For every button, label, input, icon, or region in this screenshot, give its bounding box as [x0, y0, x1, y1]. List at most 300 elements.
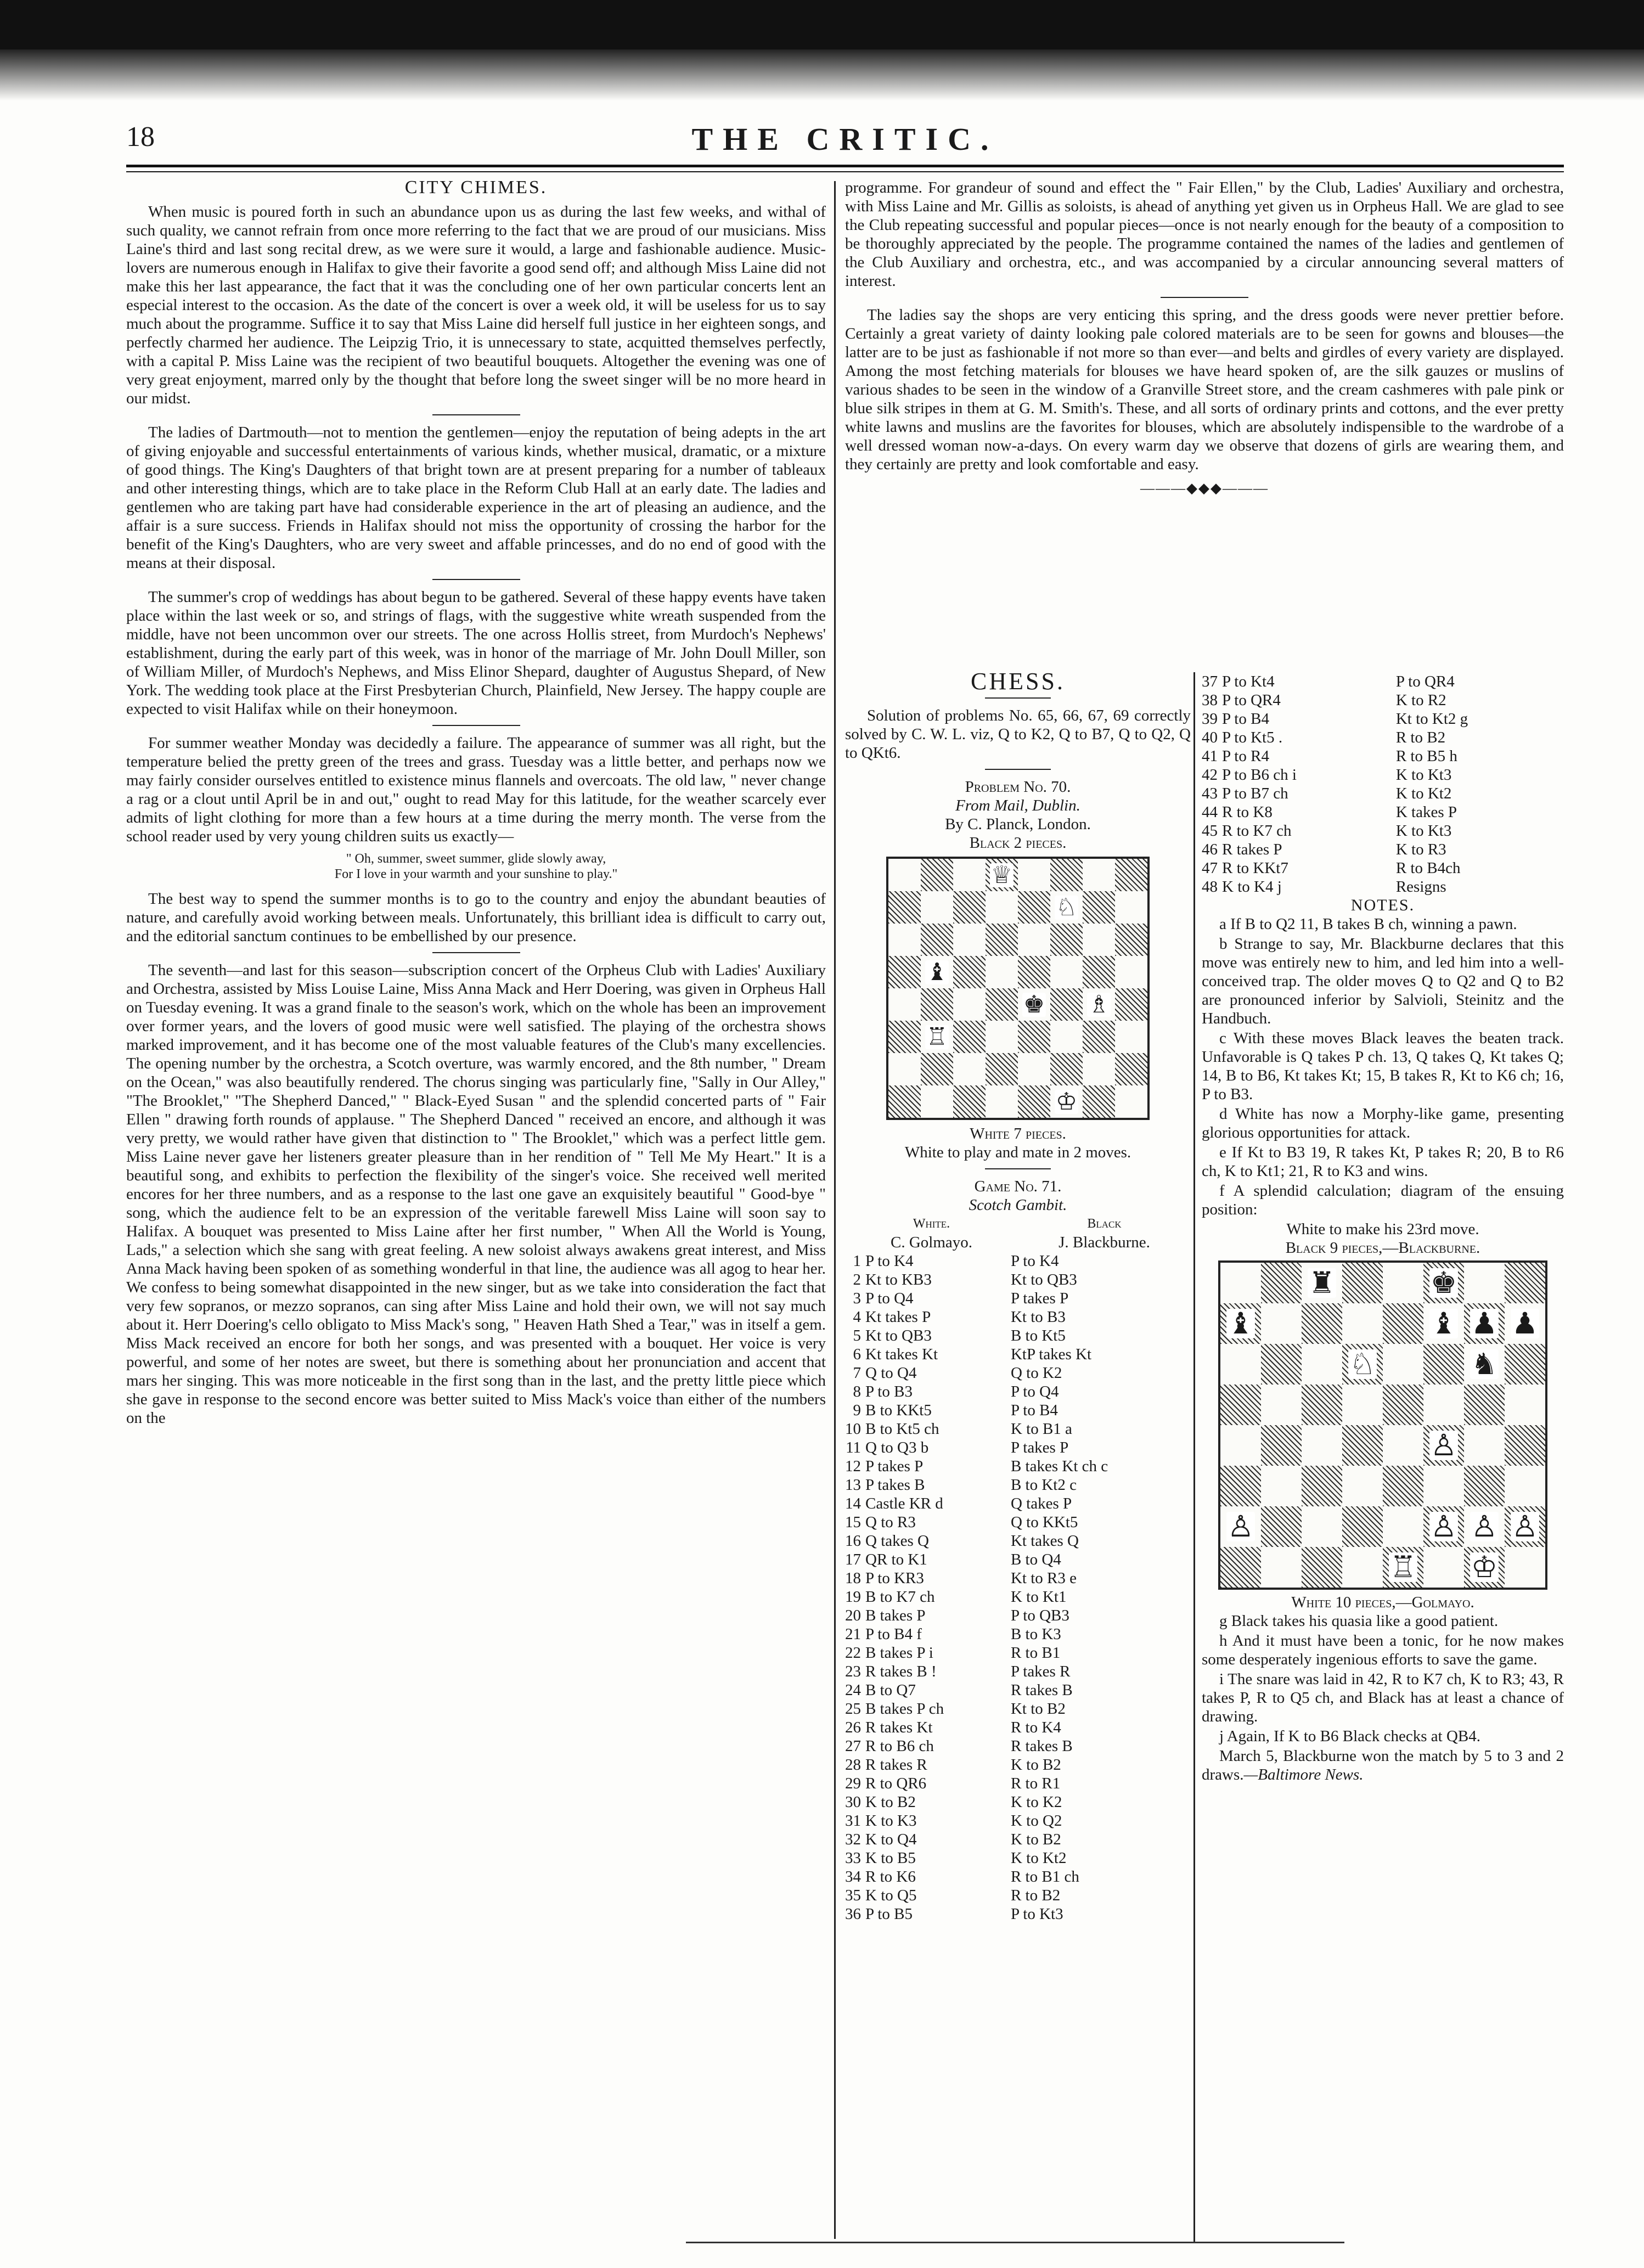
- black-move: R to B1: [1010, 1644, 1061, 1662]
- article-paragraph: programme. For grandeur of sound and effect the " Fair Ellen," by the Club, Ladies' Auxiliary and orchestra, with Miss Laine and Mr. Gillis as soloists, is ahead of anything yet given us in Orpheus Hall. We are glad to see the Club repeating successful and popular pieces—once is not nearly enough for the beauty of a composition to be thoroughly appreciated by the people. The programme contained the names of the ladies and gentlemen of the Club Auxiliary and orchestra, etc., and was accompanied by a circular announcing several matters of interest.: [845, 179, 1564, 290]
- board-square: [1342, 1466, 1383, 1506]
- white-move: R to B6 ch: [865, 1737, 934, 1755]
- board-square: [1050, 1085, 1083, 1118]
- board-square: [1383, 1506, 1423, 1547]
- move-number: 41: [1202, 747, 1218, 765]
- board-square: [1050, 1021, 1083, 1053]
- poem-quote: [126, 851, 826, 882]
- black-move: R takes B: [1010, 1681, 1073, 1699]
- section-divider: [432, 725, 520, 726]
- board-square: [1115, 1021, 1147, 1053]
- board-square: [1083, 1053, 1115, 1085]
- board-square: [1018, 891, 1050, 924]
- board-square: [1342, 1547, 1383, 1588]
- move-row: [845, 1625, 1191, 1644]
- board-square: [1302, 1425, 1342, 1466]
- board-square: [1464, 1303, 1505, 1344]
- black-move: P to K4: [1010, 1252, 1059, 1270]
- move-number: 12: [845, 1457, 861, 1475]
- board-square: [953, 859, 986, 891]
- white-move: Q takes Q: [865, 1532, 929, 1550]
- board-square: [888, 924, 921, 956]
- chess-piece-icon: ♞: [1471, 1347, 1498, 1381]
- section-divider: [985, 697, 1051, 699]
- chess-piece-icon: ♝: [1430, 1306, 1457, 1341]
- move-number: 44: [1202, 803, 1218, 821]
- move-number: 31: [845, 1812, 861, 1830]
- move-number: 35: [845, 1887, 861, 1904]
- chess-piece-icon: ♙: [1471, 1509, 1498, 1544]
- white-move: R to K7 ch: [1222, 822, 1292, 840]
- move-row: [845, 1382, 1191, 1401]
- board-square: [1050, 988, 1083, 1021]
- board-square: [1115, 988, 1147, 1021]
- board-square: [1050, 1053, 1083, 1085]
- board-square: [1423, 1303, 1464, 1344]
- board-square: [1018, 988, 1050, 1021]
- chess-piece-icon: ♖: [926, 1022, 948, 1051]
- black-move: B to Kt2 c: [1010, 1476, 1077, 1494]
- article-paragraph: The ladies say the shops are very enticing this spring, and the dress goods were never prettier before. Certainly a great variety of dainty looking pale colored materials are to be seen for gowns and blouses—the latter are to be just as fashionable if not more so than ever—and belts and girdles of every variety are displayed. Among the most fetching materials for blouses we have heard spoken of, are the silk gauzes or muslins of various shades to be seen in the window of a Granville Street store, and the cream cashmeres with pale pink or blue silk stripes in them at G. M. Smith's. These, and all sorts of ordinary prints and cottons, and the ever pretty white lawns and muslins are the favorites for blouses, which are absolutely indispensible to the wardrobe of a well dressed woman now-a-days. On every warm day we observe that dozens of girls are wearing them, and they certainly are pretty and look comfortable and easy.: [845, 306, 1564, 473]
- move-row: [845, 1252, 1191, 1270]
- white-move: Q to Q3 b: [865, 1439, 929, 1456]
- white-move: R takes B !: [865, 1663, 937, 1680]
- white-move: P takes P: [865, 1457, 924, 1475]
- move-row: [845, 1401, 1191, 1420]
- move-number: 20: [845, 1607, 861, 1624]
- white-move: P to B5: [865, 1905, 913, 1923]
- board-square: [1302, 1263, 1342, 1303]
- section-divider: [432, 952, 520, 953]
- board-square: [1115, 924, 1147, 956]
- board-square: [1342, 1425, 1383, 1466]
- board-square: [986, 891, 1018, 924]
- moves-table-2: [1202, 672, 1564, 896]
- chess-piece-icon: ♙: [1430, 1509, 1457, 1544]
- move-number: 25: [845, 1700, 861, 1718]
- chess-column-1: [845, 672, 1191, 2242]
- move-number: 24: [845, 1681, 861, 1699]
- black-move: R to B5 h: [1395, 747, 1457, 765]
- move-row: [1202, 784, 1564, 803]
- move-row: [1202, 766, 1564, 784]
- move-number: 14: [845, 1495, 861, 1512]
- board-square: [1423, 1425, 1464, 1466]
- black-move: K to Kt3: [1395, 766, 1452, 784]
- black-move: K to Kt2: [1010, 1849, 1067, 1867]
- move-number: 27: [845, 1737, 861, 1755]
- white-move: K to Q4: [865, 1831, 917, 1848]
- black-move: P to Kt3: [1010, 1905, 1063, 1923]
- black-move: R to B4ch: [1395, 859, 1461, 877]
- white-label: White.: [913, 1217, 950, 1231]
- board-square: [1083, 1085, 1115, 1118]
- white-move: B to KKt5: [865, 1402, 932, 1419]
- board-square: [1050, 924, 1083, 956]
- board-square: [1115, 891, 1147, 924]
- board-square: [1423, 1385, 1464, 1425]
- white-move: P to Kt5 .: [1222, 729, 1283, 746]
- page-header: [126, 121, 1564, 159]
- white-move: B to Kt5 ch: [865, 1420, 939, 1438]
- move-row: [845, 1905, 1191, 1923]
- move-row: [1202, 747, 1564, 766]
- board-square: [888, 891, 921, 924]
- board-square: [1383, 1547, 1423, 1588]
- board-square: [1342, 1506, 1383, 1547]
- board-square: [953, 956, 986, 988]
- move-number: 34: [845, 1868, 861, 1886]
- board-square: [1261, 1547, 1302, 1588]
- white-move: P to Kt4: [1222, 673, 1275, 690]
- board-square: [1220, 1506, 1261, 1547]
- section-divider: [1161, 297, 1248, 298]
- board-square: [1115, 859, 1147, 891]
- poem-line: For I love in your warmth and your sunshine to play.": [334, 867, 618, 881]
- board-square: [921, 988, 953, 1021]
- board-square: [921, 891, 953, 924]
- chess-piece-icon: ♚: [1023, 990, 1045, 1018]
- match-result: [1202, 1747, 1564, 1784]
- chess-piece-icon: ♕: [990, 860, 1013, 889]
- board-square: [1342, 1344, 1383, 1385]
- move-number: 42: [1202, 766, 1218, 784]
- article-paragraph: When music is poured forth in such an abundance upon us as during the last few weeks, and withal of such quality, we cannot refrain from once more referring to the fact that we are proud of our musicians. Miss Laine's third and last song recital drew, as we were sure it would, a large and fashionable audience. Music-lovers are numerous enough in Halifax to give their favorite a good send off; and although Miss Laine did not make this her last appearance, the fact that it was the concluding one of her own particular concerts lent an especial interest to the occasion. As the date of the concert is over a week old, it will be useless for us to say much about the programme. Suffice it to say that Miss Laine did herself full justice in her eighteen songs, and perfectly charmed her audience. The Leipzig Trio, it is unnecessary to state, acquitted themselves perfectly, with a capital P. Miss Laine was the recipient of two beautiful bouquets. Altogether the evening was one of very great enjoyment, marred only by the thought that before long the sweet singer will be no more heard in our midst.: [126, 203, 826, 407]
- move-row: [845, 1494, 1191, 1513]
- move-row: [1202, 877, 1564, 896]
- move-number: 22: [845, 1644, 861, 1662]
- move-row: [845, 1774, 1191, 1793]
- move-row: [1202, 803, 1564, 821]
- board-square: [921, 1085, 953, 1118]
- black-move: Kt to Kt2 g: [1395, 710, 1468, 728]
- note-item: i The snare was laid in 42, R to K7 ch, K to R3; 43, R takes P, R to Q5 ch, and Black has at least a chance of drawing.: [1202, 1670, 1564, 1725]
- black-move: B to K3: [1010, 1625, 1061, 1643]
- white-move: Kt takes Kt: [865, 1346, 938, 1363]
- board-square: [1383, 1385, 1423, 1425]
- board-square: [1018, 956, 1050, 988]
- move-number: 23: [845, 1663, 861, 1680]
- white-move: K to B5: [865, 1849, 916, 1867]
- chess-piece-icon: ♙: [1511, 1509, 1539, 1544]
- article-paragraph: The summer's crop of weddings has about begun to be gathered. Several of these happy events have taken place within the last week or so, and strings of flags, with the suggestive white wreath suspended from the middle, have not been uncommon over our streets. The one across Hollis street, from Murdoch's Nephews' establishment, during the early part of this week, was in honor of the marriage of Mr. John Doull Miller, son of William Miller, of Murdoch's Nephews, and Miss Elinor Shepard, daughter of Augustus Shepard, of New York. The wedding took place at the First Presbyterian Church, Plainfield, New Jersey. The happy couple are expected to visit Halifax while on their honeymoon.: [126, 588, 826, 718]
- move-number: 32: [845, 1831, 861, 1848]
- board-square: [1115, 956, 1147, 988]
- black-move: K to Q2: [1010, 1812, 1062, 1830]
- move-row: [845, 1420, 1191, 1438]
- white-move: B takes P i: [865, 1644, 933, 1662]
- board-square: [1423, 1466, 1464, 1506]
- board-square: [1423, 1506, 1464, 1547]
- white-move: P takes B: [865, 1476, 925, 1494]
- white-move: P to B4: [1222, 710, 1269, 728]
- move-number: 17: [845, 1551, 861, 1568]
- black-move: Kt to B3: [1010, 1308, 1066, 1326]
- board-square: [953, 1053, 986, 1085]
- chess-piece-icon: ♝: [926, 958, 948, 986]
- board-square: [986, 1085, 1018, 1118]
- board-square: [1464, 1385, 1505, 1425]
- move-number: 10: [845, 1420, 861, 1438]
- column-rule: [834, 181, 836, 2239]
- move-row: [845, 1326, 1191, 1345]
- match-result-text: March 5, Blackburne won the match by 5 to 3 and 2 draws.: [1202, 1747, 1564, 1783]
- black-player: J. Blackburne.: [1059, 1234, 1150, 1251]
- chess-piece-icon: ♙: [1227, 1509, 1254, 1544]
- white-move: R takes R: [865, 1756, 927, 1774]
- board-square: [1464, 1466, 1505, 1506]
- diagram-black-caption: Black 9 pieces,—Blackburne.: [1285, 1239, 1480, 1257]
- board-square: [1383, 1466, 1423, 1506]
- bottom-rule: [686, 2242, 1344, 2243]
- move-row: [845, 1270, 1191, 1289]
- white-move: Kt to KB3: [865, 1271, 932, 1288]
- board-square: [1220, 1466, 1261, 1506]
- move-number: 30: [845, 1793, 861, 1811]
- move-number: 39: [1202, 710, 1218, 728]
- board-square: [888, 1085, 921, 1118]
- board-square: [986, 1021, 1018, 1053]
- board-square: [1383, 1303, 1423, 1344]
- board-square: [1505, 1263, 1545, 1303]
- black-move: B to Q4: [1010, 1551, 1061, 1568]
- white-move: Castle KR d: [865, 1495, 943, 1512]
- board-square: [1018, 1021, 1050, 1053]
- move-number: 15: [845, 1513, 861, 1531]
- board-square: [921, 859, 953, 891]
- black-move: R takes B: [1010, 1737, 1073, 1755]
- move-number: 16: [845, 1532, 861, 1550]
- black-move: K to Kt1: [1010, 1588, 1067, 1606]
- board-square: [1261, 1344, 1302, 1385]
- move-number: 2: [853, 1271, 861, 1288]
- chess-piece-icon: ♜: [1308, 1265, 1336, 1300]
- column-rule: [1193, 672, 1195, 2242]
- section-divider: [985, 769, 1051, 770]
- move-row: [845, 1457, 1191, 1476]
- white-move: P to QR4: [1222, 691, 1281, 709]
- move-number: 33: [845, 1849, 861, 1867]
- board-square: [1083, 891, 1115, 924]
- move-row: [845, 1886, 1191, 1905]
- note-item: c With these moves Black leaves the beaten track. Unfavorable is Q takes P ch. 13, Q takes Q, Kt takes Q; 14, B to B6, Kt takes Kt; 15, B takes R, Kt to K6 ch; 16, P to B3.: [1202, 1029, 1564, 1103]
- board-square: [1018, 924, 1050, 956]
- board-square: [1342, 1385, 1383, 1425]
- board-square: [1302, 1506, 1342, 1547]
- problem-black-count: Black 2 pieces.: [969, 834, 1067, 852]
- move-number: 47: [1202, 859, 1218, 877]
- move-number: 43: [1202, 785, 1218, 802]
- board-square: [1423, 1547, 1464, 1588]
- board-square: [1115, 1085, 1147, 1118]
- problem-title: Problem No. 70.: [965, 778, 1071, 796]
- black-move: B to Kt5: [1010, 1327, 1066, 1344]
- white-player: C. Golmayo.: [890, 1234, 973, 1251]
- board-square: [953, 891, 986, 924]
- note-item: j Again, If K to B6 Black checks at QB4.: [1219, 1727, 1480, 1745]
- scan-top-border: [0, 0, 1644, 49]
- note-item: g Black takes his quasia like a good patient.: [1219, 1612, 1499, 1630]
- move-row: [845, 1811, 1191, 1830]
- white-move: QR to K1: [865, 1551, 927, 1568]
- move-row: [1202, 710, 1564, 728]
- move-row: [845, 1718, 1191, 1737]
- problem-task: White to play and mate in 2 moves.: [904, 1144, 1131, 1161]
- black-move: Q to KKt5: [1010, 1513, 1078, 1531]
- move-row: [1202, 840, 1564, 859]
- white-move: Kt takes P: [865, 1308, 931, 1326]
- move-row: [845, 1345, 1191, 1364]
- note-item: b Strange to say, Mr. Blackburne declares that this move was entirely new to him, and led him into a well-conceived trap. The older moves Q to Q2 and Q to B2 are pronounced inferior by Salvioli, Steinitz and the Handbuch.: [1202, 935, 1564, 1027]
- board-square: [921, 956, 953, 988]
- board-square: [888, 1021, 921, 1053]
- section-divider: [432, 579, 520, 580]
- move-row: [845, 1681, 1191, 1699]
- board-square: [1050, 859, 1083, 891]
- black-move: P takes P: [1010, 1439, 1069, 1456]
- move-row: [845, 1532, 1191, 1550]
- move-row: [845, 1289, 1191, 1308]
- black-move: R to K4: [1010, 1719, 1061, 1736]
- move-row: [845, 1550, 1191, 1569]
- white-move: P to K4: [865, 1252, 914, 1270]
- move-row: [1202, 821, 1564, 840]
- black-move: R to B2: [1010, 1887, 1061, 1904]
- black-move: Q takes P: [1010, 1495, 1072, 1512]
- black-move: R to R1: [1010, 1775, 1061, 1792]
- board-square: [1505, 1506, 1545, 1547]
- article-paragraph: The ladies of Dartmouth—not to mention the gentlemen—enjoy the reputation of being adepts in the art of giving enjoyable and successful entertainments of various kinds, whether musical, dramatic, or a mixture of good things. The King's Daughters of that bright town are at present preparing for a number of tableaux and other interesting things, which are to take place in the Reform Club Hall at an early date. The ladies and gentlemen who are taking part have had considerable experience in the art of pleasing an audience, and the affair is a sure success. Friends in Halifax should not miss the opportunity of crossing the harbor for the benefit of the King's Daughters, who are very sweet and affable princesses, and do no end of good with the means at their disposal.: [126, 424, 826, 572]
- white-move: P to B7 ch: [1222, 785, 1288, 802]
- problem-white-count: White 7 pieces.: [970, 1125, 1066, 1143]
- board-square: [1115, 1053, 1147, 1085]
- white-move: P to Q4: [865, 1290, 914, 1307]
- board-square: [1505, 1547, 1545, 1588]
- black-move: K to B2: [1010, 1831, 1061, 1848]
- board-square: [1302, 1547, 1342, 1588]
- white-move: P to R4: [1222, 747, 1269, 765]
- board-square: [1018, 859, 1050, 891]
- move-row: [845, 1364, 1191, 1382]
- board-square: [1220, 1344, 1261, 1385]
- white-move: K to K4 j: [1222, 878, 1282, 896]
- article-paragraph: The best way to spend the summer months is to go to the country and enjoy the abundant beauties of nature, and carefully avoid working between meals. Unfortunately, this brilliant idea is difficult to carry out, and the editorial sanctum continues to be embellished by our presence.: [126, 890, 826, 945]
- white-move: Q to Q4: [865, 1364, 917, 1382]
- chess-piece-icon: ♙: [1430, 1428, 1457, 1462]
- black-move: Kt takes Q: [1010, 1532, 1079, 1550]
- move-row: [845, 1849, 1191, 1867]
- chess-column-2: [1202, 672, 1564, 2242]
- board-square: [921, 924, 953, 956]
- board-square: [953, 988, 986, 1021]
- white-move: K to K3: [865, 1812, 917, 1830]
- note-item: e If Kt to B3 19, R takes Kt, P takes R; 20, B to R6 ch, K to Kt1; 21, R to K3 and wins.: [1202, 1144, 1564, 1180]
- note-item: f A splendid calculation; diagram of the ensuing position:: [1202, 1182, 1564, 1218]
- move-row: [845, 1662, 1191, 1681]
- moves-table-1: [845, 1252, 1191, 1923]
- board-square: [1018, 1053, 1050, 1085]
- black-move: K to B1 a: [1010, 1420, 1072, 1438]
- board-square: [1423, 1263, 1464, 1303]
- move-row: [845, 1699, 1191, 1718]
- white-move: R to QR6: [865, 1775, 927, 1792]
- notes-title: NOTES.: [1350, 896, 1415, 914]
- move-number: 29: [845, 1775, 861, 1792]
- white-move: K to B2: [865, 1793, 916, 1811]
- board-square: [953, 1021, 986, 1053]
- note-item: a If B to Q2 11, B takes B ch, winning a pawn.: [1219, 915, 1517, 933]
- board-square: [1383, 1425, 1423, 1466]
- board-square: [1220, 1385, 1261, 1425]
- board-square: [1302, 1344, 1342, 1385]
- black-move: K to R2: [1395, 691, 1446, 709]
- move-row: [845, 1867, 1191, 1886]
- move-row: [845, 1513, 1191, 1532]
- black-move: Q to K2: [1010, 1364, 1062, 1382]
- article-paragraph: The seventh—and last for this season—subscription concert of the Orpheus Club with Ladies' Auxiliary and Orchestra, assisted by Miss Louise Laine, Miss Anna Mack and Herr Doering, was given in Orpheus Hall on Tuesday evening. It was a grand finale to the season's work, which on the whole has been an improvement over former years, and the lovers of good music were well satisfied. The playing of the orchestra shows marked improvement, and it has become one of the most valuable features of the Club's many excellencies. The opening number by the orchestra, a Scotch overture, was warmly encored, and the 8th number, " Dream on the Ocean," was also beautifully rendered. The chorus singing was particularly fine, "Sally in Our Alley," "The Brooklet," "The Shepherd Danced," " Black-Eyed Susan " and the splendid concerted parts of " Fair Ellen " drawing forth rounds of applause. " The Shepherd Danced " received an encore, and although it was very pretty, we would rather have given that distinction to " The Brooklet," which was a perfect little gem. Miss Laine never gave her listeners greater pleasure than in her rendition of " Tell Me My Heart." It is a beautiful song, and exhibits to perfection the flexibility of the singer's voice. She received well merited encores for her three numbers, and as a response to the last one gave an exquisitely beautiful " Good-bye " song, which the audience felt to be an expression of the veritable farewell Miss Laine will soon say to Halifax. A bouquet was presented to Miss Laine after her first number, " When All the World is Young, Lads," a selection which she sang with great feeling. A new soloist always awakens great interest, and Miss Anna Mack having been spoken of as something wonderful in that line, the audience was all agog to hear her. We confess to being somewhat disappointed in the new singer, but as we take into consideration the fact that very few sopranos, or mezzo sopranos, can sing after Miss Laine and hold their own, we will not say much about it. Herr Doering's cello obligato to Miss Mack's song, " Heaven Hath Shed a Tear," was in itself a gem. Miss Mack received an encore for both her songs, and was presented with a bouquet. Her voice is very powerful, and some of her notes are sweet, but there is something about her pronunciation and accent that mars her singing. This was more noticeable in the first song than in the last, and the pretty little piece which she gave in response to the second encore was better suited to Miss Mack's voice than either of the numbers on the: [126, 961, 826, 1427]
- white-move: B takes P ch: [865, 1700, 944, 1718]
- problem-source: From Mail, Dublin.: [955, 797, 1080, 814]
- chess-piece-icon: ♔: [1055, 1087, 1078, 1116]
- board-square: [1464, 1506, 1505, 1547]
- move-row: [845, 1438, 1191, 1457]
- note-item: h And it must have been a tonic, for he now makes some desperately ingenious efforts to save the game.: [1202, 1632, 1564, 1668]
- chess-piece-icon: ♔: [1471, 1550, 1498, 1584]
- black-move: P to QR4: [1395, 673, 1455, 690]
- chess-piece-icon: ♘: [1349, 1347, 1376, 1381]
- chess-board-diagram: [1218, 1260, 1547, 1590]
- black-move: K to B2: [1010, 1756, 1061, 1774]
- black-move: K to K2: [1010, 1793, 1062, 1811]
- board-square: [1261, 1303, 1302, 1344]
- move-number: 7: [853, 1364, 861, 1382]
- move-number: 45: [1202, 822, 1218, 840]
- move-number: 48: [1202, 878, 1218, 896]
- board-square: [1261, 1425, 1302, 1466]
- note-item: d White has now a Morphy-like game, presenting glorious opportunities for attack.: [1202, 1105, 1564, 1141]
- board-square: [888, 956, 921, 988]
- move-number: 36: [845, 1905, 861, 1923]
- move-number: 11: [846, 1439, 861, 1456]
- move-row: [845, 1588, 1191, 1606]
- ornament-divider: ———◆◆◆———: [1140, 480, 1269, 496]
- board-square: [1505, 1344, 1545, 1385]
- black-move: K to Kt3: [1395, 822, 1452, 840]
- black-move: Kt to B2: [1010, 1700, 1066, 1718]
- move-number: 18: [845, 1569, 861, 1587]
- board-square: [921, 1021, 953, 1053]
- move-row: [845, 1308, 1191, 1326]
- move-number: 38: [1202, 691, 1218, 709]
- solution-text: Solution of problems No. 65, 66, 67, 69 correctly solved by C. W. L. viz, Q to K2, Q to B7, Q to Q2, Q to QKt6.: [845, 707, 1191, 762]
- black-label: Black: [1087, 1217, 1122, 1231]
- board-square: [888, 859, 921, 891]
- move-row: [845, 1830, 1191, 1849]
- board-square: [1464, 1425, 1505, 1466]
- board-square: [986, 988, 1018, 1021]
- black-move: P to Q4: [1010, 1383, 1059, 1400]
- chess-piece-icon: ♖: [1389, 1550, 1417, 1584]
- black-move: K to Kt2: [1395, 785, 1452, 802]
- black-move: B takes Kt ch c: [1010, 1457, 1108, 1475]
- diagram-caption: White to make his 23rd move.: [1286, 1220, 1479, 1238]
- black-move: K to R3: [1395, 841, 1446, 858]
- board-square: [1383, 1344, 1423, 1385]
- black-move: KtP takes Kt: [1010, 1346, 1092, 1363]
- white-move: P to KR3: [865, 1569, 924, 1587]
- board-square: [986, 924, 1018, 956]
- chess-piece-icon: ♚: [1430, 1265, 1457, 1300]
